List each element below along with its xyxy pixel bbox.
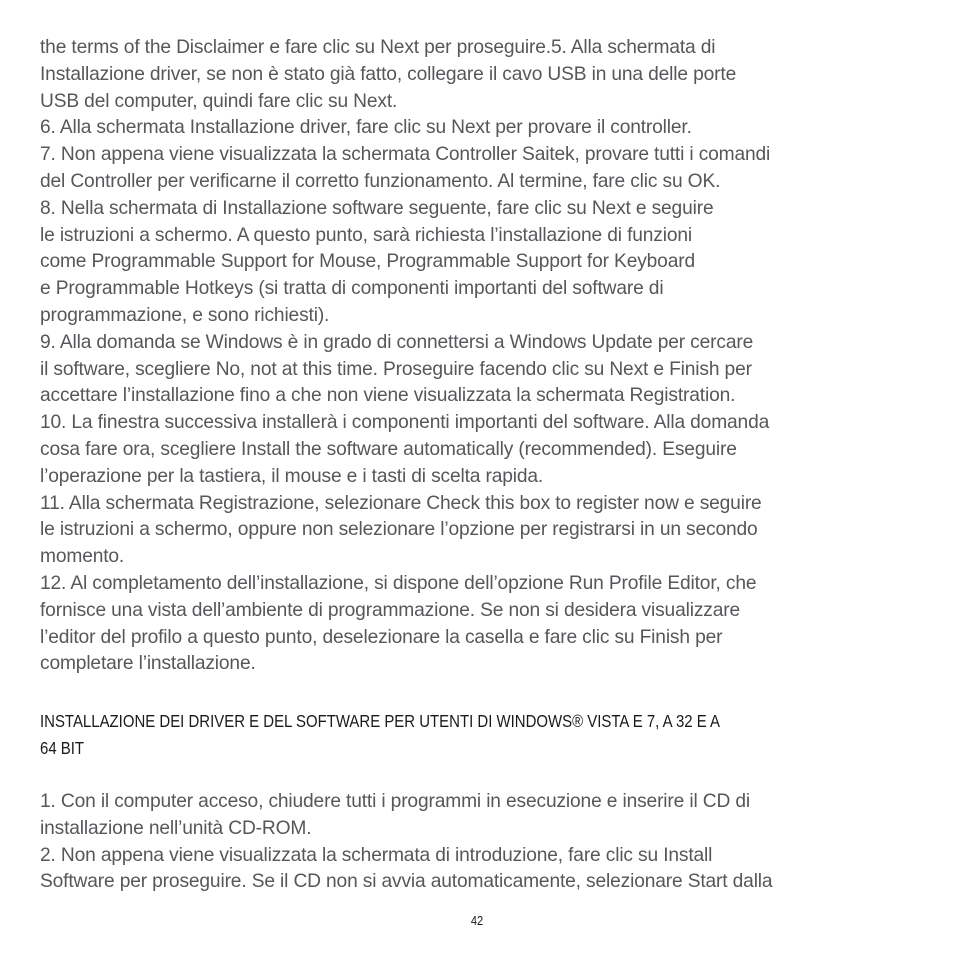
instructions-continued bbox=[40, 35, 930, 678]
text-line: the terms of the Disclaimer e fare clic su Next per proseguire.5. Alla schermata di bbox=[40, 37, 716, 58]
section-heading bbox=[40, 708, 926, 762]
text-line: del Controller per verificarne il corretto funzionamento. Al termine, fare clic su OK. bbox=[40, 170, 721, 192]
step-8-line: 8. Nella schermata di Installazione software seguente, fare clic su Next e seguire bbox=[40, 197, 714, 219]
text-line: e Programmable Hotkeys (si tratta di componenti importanti del software di bbox=[40, 278, 664, 300]
text-line: installazione nell’unità CD-ROM. bbox=[40, 817, 312, 839]
step-6-line: 6. Alla schermata Installazione driver, fare clic su Next per provare il controller. bbox=[40, 117, 692, 139]
text-line: le istruzioni a schermo, oppure non selezionare l’opzione per registrarsi in un secondo bbox=[40, 519, 758, 541]
step-1-line: 1. Con il computer acceso, chiudere tutti i programmi in esecuzione e inserire il CD di bbox=[40, 791, 750, 812]
text-line: il software, scegliere No, not at this time. Proseguire facendo clic su Next e Finish per bbox=[40, 358, 752, 380]
step-10-line: 10. La finestra successiva installerà i componenti importanti del software. Alla domanda bbox=[40, 412, 770, 434]
text-line: Installazione driver, se non è stato già fatto, collegare il cavo USB in una delle porte bbox=[40, 63, 737, 85]
text-line: fornisce una vista dell’ambiente di programmazione. Se non si desidera visualizzare bbox=[40, 599, 740, 621]
page-number: 42 bbox=[470, 913, 484, 928]
text-line: l’operazione per la tastiera, il mouse e i tasti di scelta rapida. bbox=[40, 465, 544, 487]
text-line: l’editor del profilo a questo punto, deselezionare la casella e fare clic su Finish per bbox=[40, 626, 723, 648]
heading-line: INSTALLAZIONE DEI DRIVER E DEL SOFTWARE PER UTENTI DI WINDOWS® VISTA E 7, A 32 E A bbox=[40, 711, 721, 731]
text-line: momento. bbox=[40, 546, 125, 568]
text-line: programmazione, e sono richiesti). bbox=[40, 304, 330, 326]
text-line: USB del computer, quindi fare clic su Next. bbox=[40, 90, 398, 112]
step-9-line: 9. Alla domanda se Windows è in grado di connettersi a Windows Update per cercare bbox=[40, 331, 754, 353]
text-line: cosa fare ora, scegliere Install the software automatically (recommended). Eseguire bbox=[40, 438, 737, 460]
step-2-line: 2. Non appena viene visualizzata la schermata di introduzione, fare clic su Install bbox=[40, 844, 713, 866]
text-line: le istruzioni a schermo. A questo punto, sarà richiesta l’installazione di funzioni bbox=[40, 224, 693, 246]
heading-line: 64 BIT bbox=[40, 737, 85, 758]
text-line: come Programmable Support for Mouse, Programmable Support for Keyboard bbox=[40, 251, 695, 273]
text-line: completare l’installazione. bbox=[40, 653, 256, 675]
text-line: accettare l’installazione fino a che non viene visualizzata la schermata Registration. bbox=[40, 385, 736, 407]
text-line: Software per proseguire. Se il CD non si avvia automaticamente, selezionare Start dalla bbox=[40, 871, 773, 893]
step-12-line: 12. Al completamento dell’installazione, si dispone dell’opzione Run Profile Editor, che bbox=[40, 572, 757, 594]
step-7-line: 7. Non appena viene visualizzata la schermata Controller Saitek, provare tutti i comandi bbox=[40, 144, 771, 166]
instructions-section bbox=[40, 789, 930, 896]
step-11-line: 11. Alla schermata Registrazione, selezionare Check this box to register now e seguire bbox=[40, 492, 762, 514]
